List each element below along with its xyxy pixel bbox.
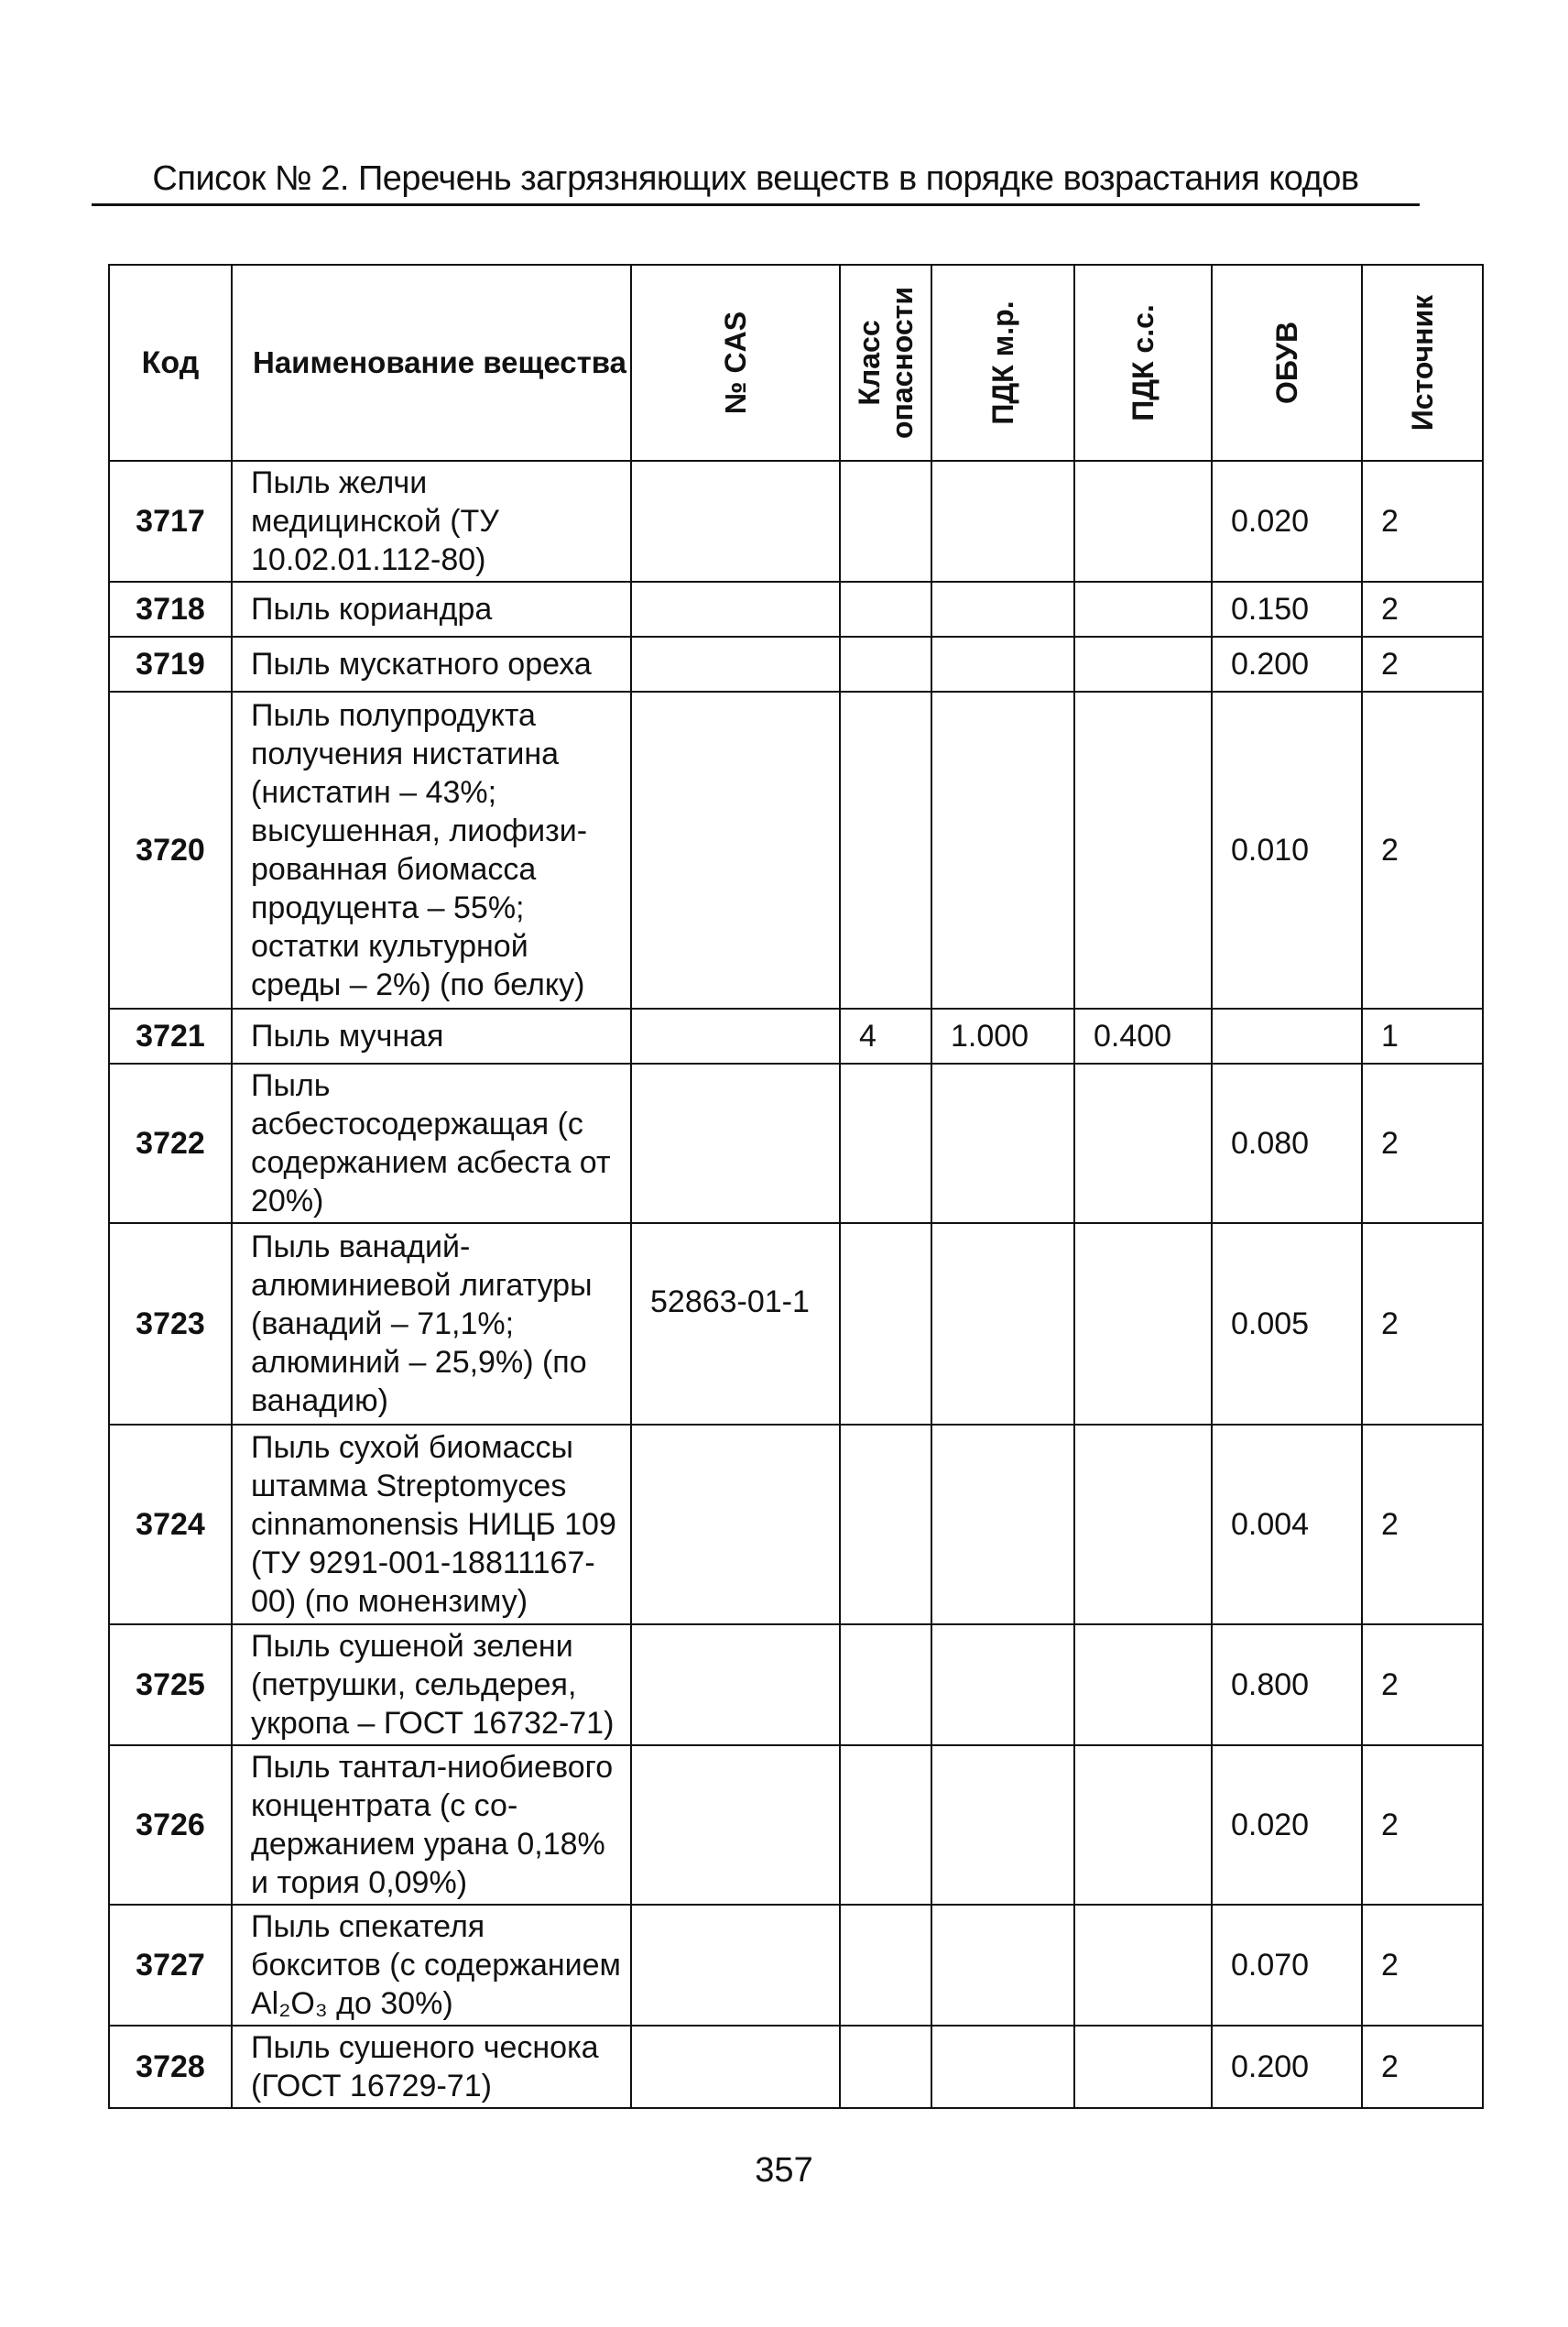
- table-row: [109, 1624, 1483, 1745]
- cell-pdk-mr: [931, 692, 1074, 1009]
- cell-hazard-class: [840, 461, 931, 582]
- table-row: [109, 2026, 1483, 2108]
- cell-code: 3719: [109, 637, 232, 692]
- cell-obuv: 0.070: [1212, 1905, 1362, 2026]
- cell-obuv: [1212, 1009, 1362, 1064]
- cell-name: Пыль асбестосодержащая (с содержанием асбеста от 20%): [232, 1064, 631, 1223]
- cell-name: Пыль кориандра: [232, 582, 631, 637]
- cell-cas: [631, 461, 840, 582]
- page-title: Список № 2. Перечень загрязняющих веществ в порядке возрастания кодов: [92, 154, 1420, 206]
- cell-name: Пыль полупродукта получения нистатина (нистатин – 43%; высушенная, лиофизи-рованная биомасса продуцента – 55%; остатки культурной среды – 2%) (по белку): [232, 692, 631, 1009]
- cell-hazard-class: [840, 637, 931, 692]
- cell-pdk-mr: [931, 1064, 1074, 1223]
- cell-name: Пыль тантал-ниобиевого концентрата (с со-держанием урана 0,18% и тория 0,09%): [232, 1745, 631, 1905]
- cell-pdk-ss: [1074, 461, 1212, 582]
- table-row: [109, 692, 1483, 1009]
- column-header-source-label: Источник: [1406, 294, 1439, 432]
- cell-code: 3722: [109, 1064, 232, 1223]
- cell-source: 2: [1362, 1624, 1483, 1745]
- cell-hazard-class: [840, 2026, 931, 2108]
- cell-obuv: 0.005: [1212, 1223, 1362, 1425]
- cell-obuv: 0.020: [1212, 1745, 1362, 1905]
- cell-cas: 52863-01-1: [631, 1223, 840, 1425]
- cell-pdk-ss: [1074, 1745, 1212, 1905]
- cell-code: 3717: [109, 461, 232, 582]
- cell-name: Пыль мускатного ореха: [232, 637, 631, 692]
- cell-code: 3726: [109, 1745, 232, 1905]
- column-header-pdk-ss: [1074, 265, 1212, 461]
- column-header-source: [1362, 265, 1483, 461]
- column-header-pdk-ss-label: ПДК с.с.: [1127, 304, 1160, 421]
- cell-pdk-mr: [931, 1425, 1074, 1624]
- cell-hazard-class: [840, 1905, 931, 2026]
- cell-obuv: 0.150: [1212, 582, 1362, 637]
- substances-table: [108, 264, 1484, 2109]
- cell-cas: [631, 2026, 840, 2108]
- cell-hazard-class: [840, 1745, 931, 1905]
- cell-name: Пыль ванадий-алюминиевой лигатуры (ванадий – 71,1%; алюминий – 25,9%) (по ванадию): [232, 1223, 631, 1425]
- substances-table-container: [108, 264, 1482, 2109]
- cell-pdk-mr: [931, 637, 1074, 692]
- cell-obuv: 0.010: [1212, 692, 1362, 1009]
- cell-obuv: 0.800: [1212, 1624, 1362, 1745]
- cell-source: 2: [1362, 1064, 1483, 1223]
- cell-hazard-class: [840, 582, 931, 637]
- cell-pdk-ss: 0.400: [1074, 1009, 1212, 1064]
- cell-name: Пыль мучная: [232, 1009, 631, 1064]
- cell-pdk-mr: 1.000: [931, 1009, 1074, 1064]
- cell-pdk-ss: [1074, 582, 1212, 637]
- cell-name: Пыль желчи медицинской (ТУ 10.02.01.112-80): [232, 461, 631, 582]
- table-row: [109, 1009, 1483, 1064]
- cell-hazard-class: [840, 1064, 931, 1223]
- cell-obuv: 0.200: [1212, 637, 1362, 692]
- cell-cas: [631, 1905, 840, 2026]
- cell-pdk-mr: [931, 1223, 1074, 1425]
- table-row: [109, 1905, 1483, 2026]
- table-row: [109, 1425, 1483, 1624]
- cell-source: 2: [1362, 1905, 1483, 2026]
- column-header-name: Наименование вещества: [232, 265, 631, 461]
- cell-source: 2: [1362, 1425, 1483, 1624]
- column-header-hazard-class-label: Класс опасности: [853, 286, 919, 440]
- table-row: [109, 637, 1483, 692]
- cell-obuv: 0.080: [1212, 1064, 1362, 1223]
- cell-pdk-ss: [1074, 637, 1212, 692]
- table-body: [109, 461, 1483, 2108]
- column-header-obuv-label: ОБУВ: [1270, 321, 1303, 405]
- column-header-pdk-mr: [931, 265, 1074, 461]
- cell-pdk-ss: [1074, 1425, 1212, 1624]
- cell-code: 3725: [109, 1624, 232, 1745]
- cell-cas: [631, 692, 840, 1009]
- cell-pdk-mr: [931, 1624, 1074, 1745]
- cell-source: 1: [1362, 1009, 1483, 1064]
- cell-pdk-mr: [931, 461, 1074, 582]
- cell-code: 3718: [109, 582, 232, 637]
- cell-cas: [631, 1009, 840, 1064]
- cell-pdk-ss: [1074, 1223, 1212, 1425]
- cell-code: 3721: [109, 1009, 232, 1064]
- cell-pdk-mr: [931, 582, 1074, 637]
- cell-pdk-mr: [931, 1905, 1074, 2026]
- cell-pdk-ss: [1074, 1905, 1212, 2026]
- cell-hazard-class: [840, 1624, 931, 1745]
- cell-pdk-ss: [1074, 1624, 1212, 1745]
- cell-name: Пыль сухой биомассы штамма Streptomyces cinnamonensis НИЦБ 109 (ТУ 9291-001-18811167-00) (по монензиму): [232, 1425, 631, 1624]
- cell-source: 2: [1362, 2026, 1483, 2108]
- cell-obuv: 0.004: [1212, 1425, 1362, 1624]
- cell-pdk-ss: [1074, 692, 1212, 1009]
- cell-code: 3724: [109, 1425, 232, 1624]
- column-header-pdk-mr-label: ПДК м.р.: [986, 300, 1019, 425]
- column-header-cas-label: № CAS: [719, 311, 752, 415]
- cell-cas: [631, 1425, 840, 1624]
- cell-code: 3727: [109, 1905, 232, 2026]
- cell-pdk-ss: [1074, 2026, 1212, 2108]
- cell-cas: [631, 1745, 840, 1905]
- cell-pdk-mr: [931, 2026, 1074, 2108]
- cell-source: 2: [1362, 1223, 1483, 1425]
- column-header-obuv: [1212, 265, 1362, 461]
- cell-name: Пыль сушеного чеснока (ГОСТ 16729-71): [232, 2026, 631, 2108]
- cell-code: 3723: [109, 1223, 232, 1425]
- table-header: [109, 265, 1483, 461]
- cell-obuv: 0.200: [1212, 2026, 1362, 2108]
- table-row: [109, 1223, 1483, 1425]
- column-header-cas: [631, 265, 840, 461]
- cell-pdk-mr: [931, 1745, 1074, 1905]
- cell-source: 2: [1362, 1745, 1483, 1905]
- cell-obuv: 0.020: [1212, 461, 1362, 582]
- cell-pdk-ss: [1074, 1064, 1212, 1223]
- cell-name: Пыль сушеной зелени (петрушки, сельдерея, укропа – ГОСТ 16732-71): [232, 1624, 631, 1745]
- cell-cas: [631, 1624, 840, 1745]
- cell-hazard-class: [840, 1425, 931, 1624]
- cell-code: 3728: [109, 2026, 232, 2108]
- page-number: 357: [755, 2151, 813, 2190]
- table-row: [109, 461, 1483, 582]
- cell-code: 3720: [109, 692, 232, 1009]
- cell-source: 2: [1362, 637, 1483, 692]
- cell-source: 2: [1362, 582, 1483, 637]
- cell-cas: [631, 1064, 840, 1223]
- cell-hazard-class: [840, 1223, 931, 1425]
- table-row: [109, 1064, 1483, 1223]
- cell-hazard-class: [840, 692, 931, 1009]
- cell-source: 2: [1362, 692, 1483, 1009]
- table-row: [109, 582, 1483, 637]
- cell-hazard-class: 4: [840, 1009, 931, 1064]
- cell-cas: [631, 637, 840, 692]
- cell-cas: [631, 582, 840, 637]
- header-row: [109, 265, 1483, 461]
- column-header-hazard-class: [840, 265, 931, 461]
- cell-source: 2: [1362, 461, 1483, 582]
- table-row: [109, 1745, 1483, 1905]
- column-header-code: Код: [109, 265, 232, 461]
- cell-name: Пыль спекателя бокситов (с содержанием Al₂O₃ до 30%): [232, 1905, 631, 2026]
